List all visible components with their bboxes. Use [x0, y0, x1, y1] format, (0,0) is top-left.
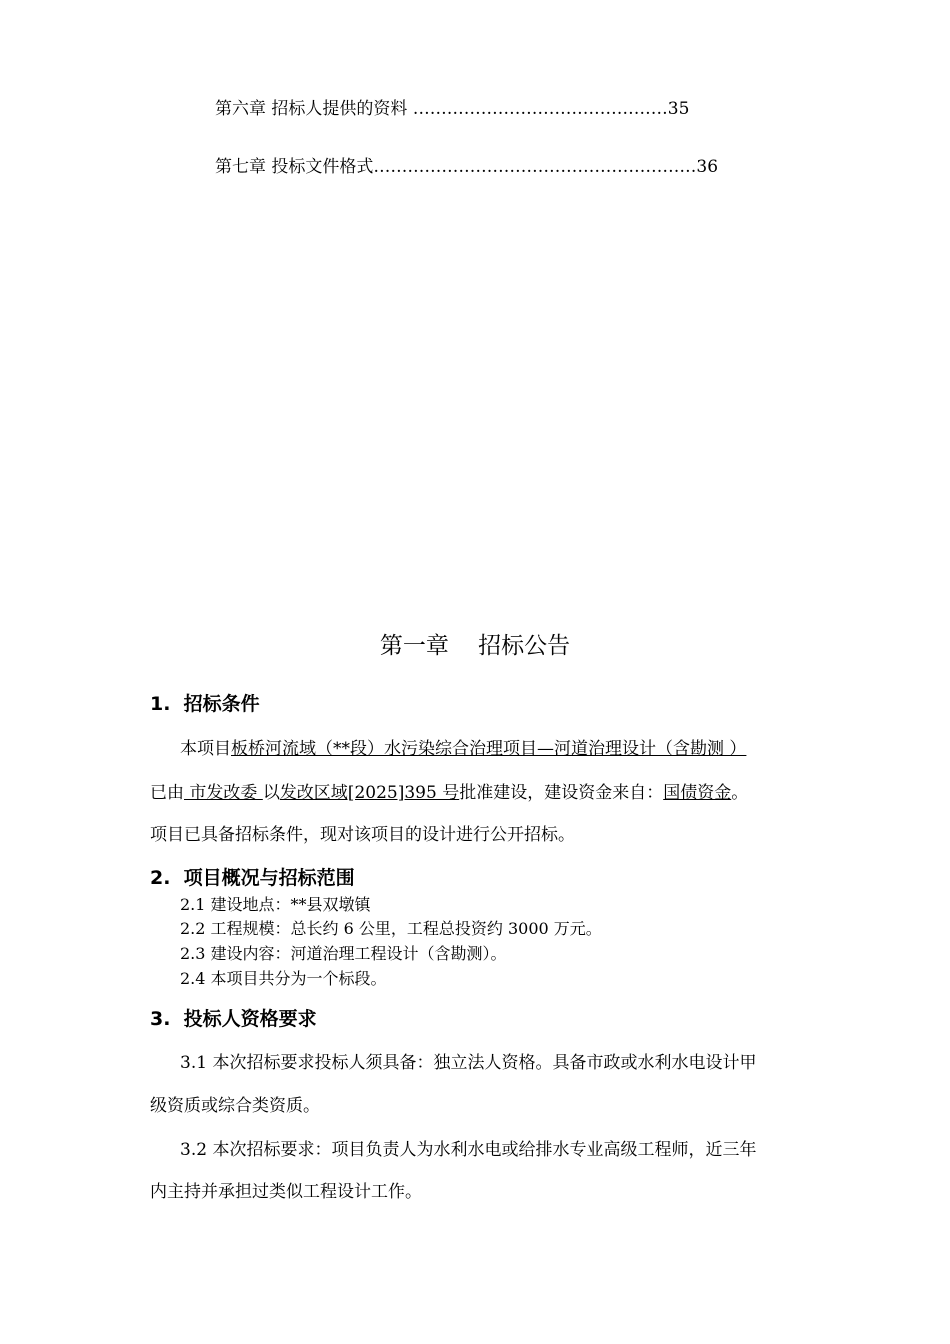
text-run: 本项目 — [180, 739, 231, 759]
approval-document-number: 发改区域[2025]395 号 — [279, 783, 460, 803]
text-run: 批准建设，建设资金来自： — [459, 783, 664, 803]
paragraph-line — [180, 737, 746, 761]
list-item: 2.3 建设内容：河道治理工程设计（含勘测）。 — [180, 944, 507, 963]
paragraph-line: 3.1 本次招标要求投标人须具备：独立法人资格。具备市政或水利水电设计甲 — [180, 1053, 757, 1073]
toc-entry-text: 第七章 投标文件格式…………………………………………………36 — [215, 157, 719, 177]
section-heading-bidding-conditions: 1. 招标条件 — [150, 693, 260, 715]
list-item: 2.2 工程规模：总长约 6 公里，工程总投资约 3000 万元。 — [180, 919, 602, 938]
toc-entry-text: 第六章 招标人提供的资料 ………………………………………35 — [215, 99, 690, 119]
section-heading-project-overview: 2. 项目概况与招标范围 — [150, 867, 355, 889]
toc-entry-chapter-6[interactable] — [215, 98, 770, 120]
section-heading-bidder-qualifications: 3. 投标人资格要求 — [150, 1008, 317, 1030]
list-item: 2.4 本项目共分为一个标段。 — [180, 969, 387, 988]
approval-agency: 市发改委 — [184, 783, 263, 803]
text-run: 以 — [262, 783, 280, 803]
list-item: 2.1 建设地点：**县双墩镇 — [180, 895, 371, 914]
paragraph-line — [150, 781, 748, 805]
paragraph-line: 内主持并承担过类似工程设计工作。 — [150, 1182, 422, 1202]
toc-entry-chapter-7[interactable] — [215, 156, 770, 178]
text-run: 已由 — [150, 783, 184, 803]
paragraph-line: 3.2 本次招标要求：项目负责人为水利水电或给排水专业高级工程师，近三年 — [180, 1140, 757, 1160]
fund-source: 国债资金 — [663, 783, 732, 803]
text-run: 。 — [731, 783, 749, 803]
paragraph-line: 项目已具备招标条件，现对该项目的设计进行公开招标。 — [150, 825, 575, 845]
paragraph-line: 级资质或综合类资质。 — [150, 1096, 320, 1116]
chapter-title: 第一章 招标公告 — [379, 633, 571, 659]
project-name: 板桥河流域（**段）水污染综合治理项目—河道治理设计（含勘测 ） — [231, 739, 747, 759]
